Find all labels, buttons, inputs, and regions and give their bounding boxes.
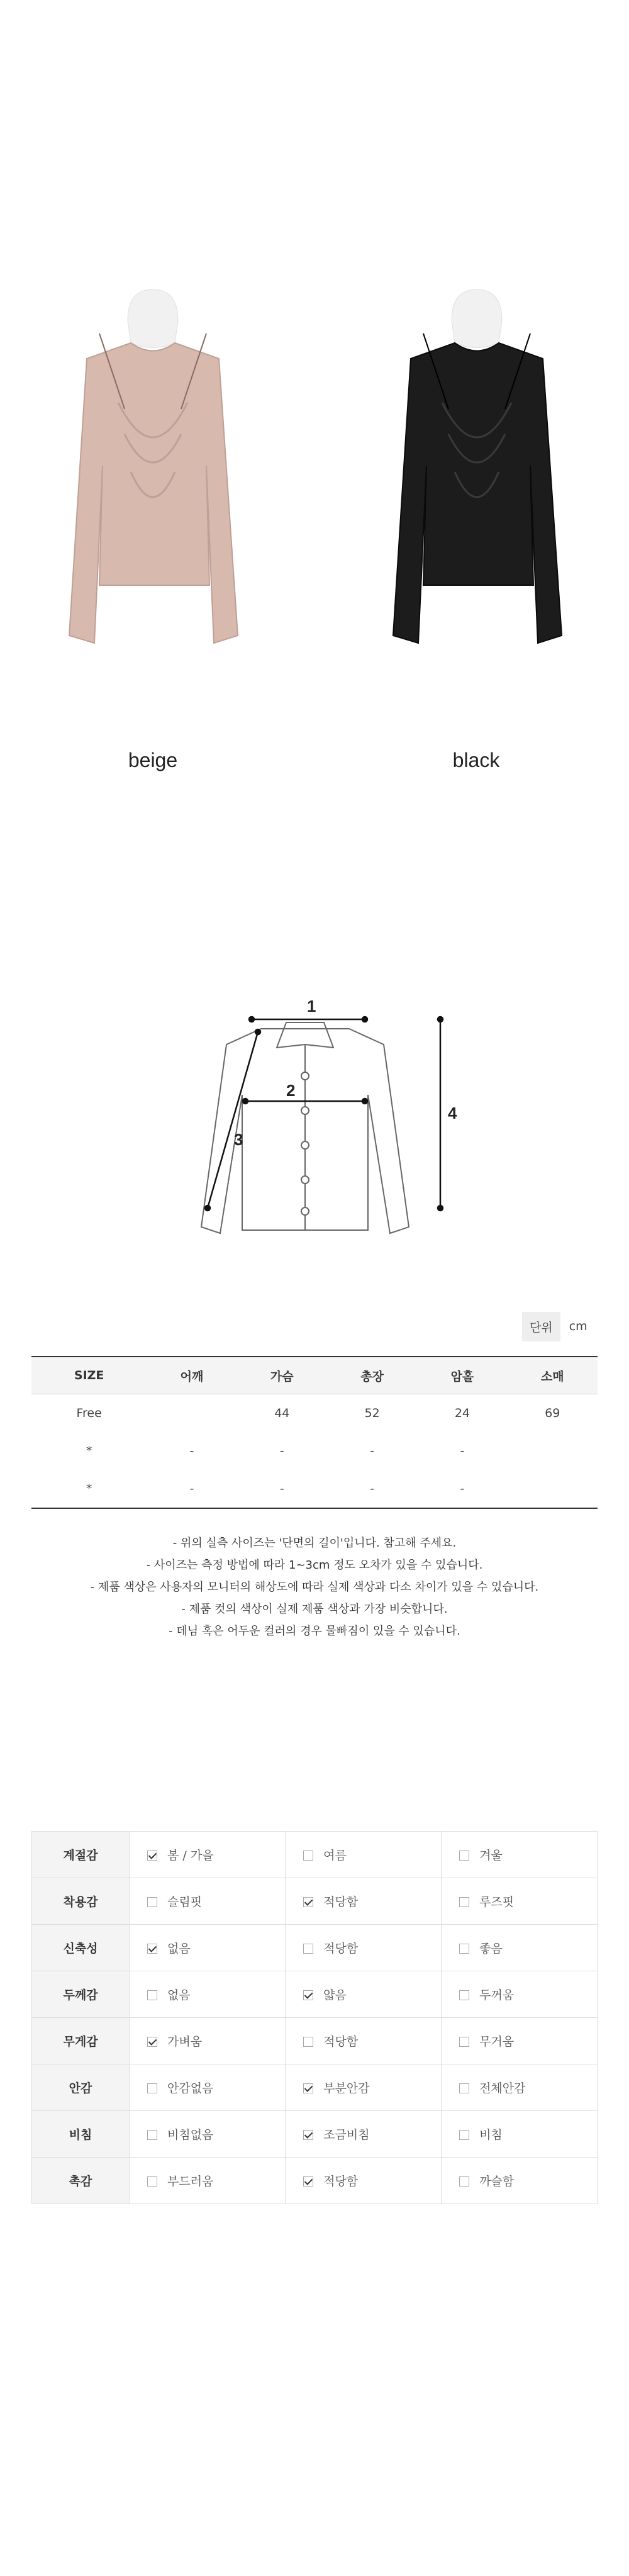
- dimension-label-2: 2: [286, 1081, 296, 1100]
- feature-option: [286, 2018, 442, 2064]
- feature-category: 비침: [32, 2111, 130, 2158]
- unit-label: 단위: [522, 1312, 560, 1341]
- feature-category: 촉감: [32, 2158, 130, 2204]
- beige-blouse-illustration: [49, 283, 257, 717]
- feature-option: [442, 2064, 598, 2111]
- feature-category: 두께감: [32, 1971, 130, 2018]
- feature-option-label: 없음: [167, 1942, 191, 1956]
- black-blouse-illustration: [373, 283, 581, 717]
- header-length: 총장: [327, 1357, 417, 1394]
- cell: *: [86, 1444, 92, 1458]
- unit-value: cm: [569, 1319, 587, 1333]
- feature-option: [286, 2064, 442, 2111]
- cell: [147, 1394, 237, 1433]
- checked-checkbox-icon: [303, 2130, 313, 2140]
- feature-option-label: 슬림핏: [167, 1895, 203, 1909]
- cell: 24: [454, 1406, 470, 1420]
- dimension-label-3: 3: [234, 1130, 243, 1149]
- feature-option: [130, 2111, 286, 2158]
- header-sleeve: 소매: [508, 1357, 598, 1394]
- feature-option-label: 전체안감: [479, 2081, 526, 2095]
- color-label-beige: beige: [128, 749, 178, 771]
- cell: *: [31, 1470, 147, 1508]
- unchecked-checkbox-icon: [459, 1990, 469, 2000]
- feature-option: [442, 2018, 598, 2064]
- header-size: SIZE: [31, 1357, 147, 1394]
- table-row: [31, 1432, 598, 1470]
- feature-option-label: 무거움: [479, 2035, 515, 2049]
- feature-row: [32, 1925, 598, 1971]
- dimension-label-4: 4: [448, 1104, 457, 1123]
- feature-option-label: 적당함: [323, 2035, 359, 2049]
- feature-option-label: 안감없음: [167, 2081, 214, 2095]
- cell: -: [279, 1444, 284, 1458]
- size-diagram: [189, 1000, 478, 1246]
- feature-table: [31, 1831, 598, 2204]
- feature-category: 무게감: [32, 2018, 130, 2064]
- feature-option: [130, 1832, 286, 1878]
- unchecked-checkbox-icon: [147, 2130, 157, 2140]
- cell: -: [417, 1470, 507, 1508]
- cell: -: [327, 1470, 417, 1508]
- feature-row: [32, 1878, 598, 1925]
- feature-option: [130, 2158, 286, 2204]
- product-photo-beige: [49, 283, 257, 717]
- unchecked-checkbox-icon: [459, 1944, 469, 1954]
- feature-option-label: 비침: [479, 2128, 503, 2142]
- feature-option-label: 겨울: [479, 1849, 503, 1862]
- feature-option: [130, 1878, 286, 1925]
- feature-option-label: 부분안감: [323, 2081, 370, 2095]
- cell: [508, 1470, 598, 1508]
- note-line: - 제품 컷의 색상이 실제 제품 색상과 가장 비슷합니다.: [181, 1603, 448, 1616]
- feature-option: [442, 1925, 598, 1971]
- feature-category: 착용감: [32, 1878, 130, 1925]
- cell: -: [460, 1444, 465, 1458]
- header-chest: 가슴: [237, 1357, 327, 1394]
- note-line: - 데님 혹은 어두운 컬러의 경우 물빠짐이 있을 수 있습니다.: [169, 1625, 460, 1638]
- feature-option: [286, 2158, 442, 2204]
- feature-option: [130, 2018, 286, 2064]
- feature-category: 계절감: [32, 1832, 130, 1878]
- feature-option: [442, 1971, 598, 2018]
- feature-option: [286, 1878, 442, 1925]
- feature-option: [286, 1832, 442, 1878]
- product-photo-black: [373, 283, 581, 717]
- feature-category: 신축성: [32, 1925, 130, 1971]
- feature-row: [32, 2111, 598, 2158]
- unchecked-checkbox-icon: [147, 1897, 157, 1907]
- size-notes: [31, 1532, 598, 1642]
- unchecked-checkbox-icon: [459, 1851, 469, 1861]
- feature-option-label: 가벼움: [167, 2035, 203, 2049]
- feature-option-label: 적당함: [323, 1895, 359, 1909]
- checked-checkbox-icon: [147, 1851, 157, 1861]
- feature-option: [130, 1971, 286, 2018]
- checked-checkbox-icon: [147, 1944, 157, 1954]
- dimension-label-1: 1: [307, 1000, 316, 1016]
- note-line: - 제품 색상은 사용자의 모니터의 해상도에 따라 실제 색상과 다소 차이가 있을 수 있습니다.: [90, 1581, 539, 1594]
- header-armhole: 암홀: [417, 1357, 507, 1394]
- checked-checkbox-icon: [303, 2176, 313, 2187]
- size-table-header: [31, 1357, 598, 1394]
- unchecked-checkbox-icon: [147, 1990, 157, 2000]
- checked-checkbox-icon: [303, 1990, 313, 2000]
- size-table: [31, 1356, 598, 1509]
- table-row: [31, 1394, 598, 1433]
- unit-indicator: [522, 1312, 596, 1341]
- checked-checkbox-icon: [147, 2037, 157, 2047]
- cell: -: [189, 1444, 194, 1458]
- checked-checkbox-icon: [303, 2083, 313, 2093]
- cell: 69: [545, 1406, 560, 1420]
- unchecked-checkbox-icon: [459, 2176, 469, 2187]
- feature-option: [130, 1925, 286, 1971]
- header-shoulder: 어깨: [147, 1357, 237, 1394]
- feature-row: [32, 2158, 598, 2204]
- cell: -: [237, 1470, 327, 1508]
- note-line: - 사이즈는 측정 방법에 따라 1~3cm 정도 오차가 있을 수 있습니다.: [146, 1559, 483, 1572]
- feature-option-label: 조금비침: [323, 2128, 370, 2142]
- feature-row: [32, 1971, 598, 2018]
- feature-row: [32, 2064, 598, 2111]
- unchecked-checkbox-icon: [303, 2037, 313, 2047]
- note-line: - 위의 실측 사이즈는 '단면의 길이'입니다. 참고해 주세요.: [172, 1537, 457, 1550]
- cell: 44: [274, 1406, 290, 1420]
- feature-option-label: 적당함: [323, 1942, 359, 1956]
- cell: Free: [76, 1406, 102, 1420]
- feature-row: [32, 2018, 598, 2064]
- feature-option-label: 얇음: [323, 1988, 347, 2002]
- checked-checkbox-icon: [303, 1897, 313, 1907]
- feature-option-label: 여름: [323, 1849, 347, 1862]
- unchecked-checkbox-icon: [459, 2037, 469, 2047]
- unchecked-checkbox-icon: [147, 2176, 157, 2187]
- feature-option-label: 부드러움: [167, 2175, 214, 2188]
- table-row: [31, 1470, 598, 1508]
- feature-category: 안감: [32, 2064, 130, 2111]
- feature-option-label: 적당함: [323, 2175, 359, 2188]
- feature-option: [130, 2064, 286, 2111]
- cell: -: [147, 1470, 237, 1508]
- feature-row: [32, 1832, 598, 1878]
- feature-option-label: 봄 / 가을: [167, 1849, 214, 1862]
- feature-option-label: 두꺼움: [479, 1988, 515, 2002]
- cell: -: [370, 1444, 375, 1458]
- feature-option-label: 비침없음: [167, 2128, 214, 2142]
- feature-option: [286, 2111, 442, 2158]
- feature-option: [442, 2158, 598, 2204]
- cell: 52: [364, 1406, 380, 1420]
- feature-option: [286, 1971, 442, 2018]
- feature-option-label: 까슬함: [479, 2175, 515, 2188]
- feature-option: [442, 2111, 598, 2158]
- unchecked-checkbox-icon: [147, 2083, 157, 2093]
- unchecked-checkbox-icon: [459, 2083, 469, 2093]
- unchecked-checkbox-icon: [459, 1897, 469, 1907]
- feature-option: [442, 1878, 598, 1925]
- unchecked-checkbox-icon: [459, 2130, 469, 2140]
- feature-option: [442, 1832, 598, 1878]
- unchecked-checkbox-icon: [303, 1944, 313, 1954]
- shirt-diagram-icon: [189, 1000, 478, 1246]
- feature-option-label: 없음: [167, 1988, 191, 2002]
- unchecked-checkbox-icon: [303, 1851, 313, 1861]
- feature-option-label: 루즈핏: [479, 1895, 515, 1909]
- feature-option-label: 좋음: [479, 1942, 503, 1956]
- feature-option: [286, 1925, 442, 1971]
- cell: [508, 1432, 598, 1470]
- color-label-black: black: [452, 749, 500, 771]
